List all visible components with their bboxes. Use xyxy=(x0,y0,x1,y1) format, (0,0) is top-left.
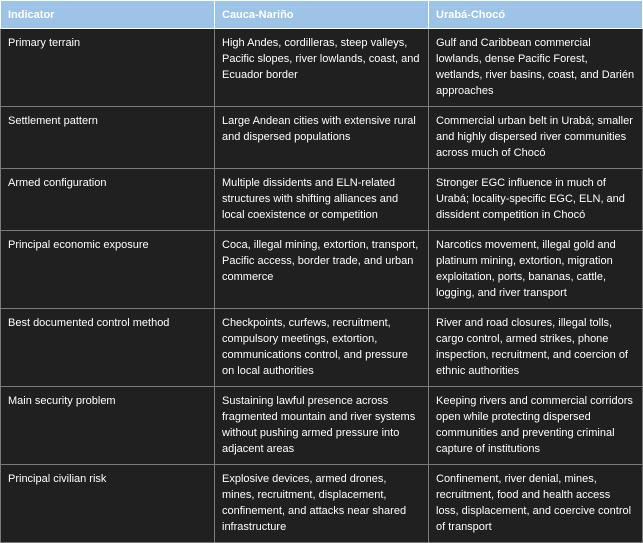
row-cauca-narino: Checkpoints, curfews, recruitment, compulsory meetings, extortion, communications control, and pressure on local authorities xyxy=(215,309,429,387)
row-uraba-choco: River and road closures, illegal tolls, cargo control, armed strikes, phone inspection, recruitment, and coercion of ethnic authorities xyxy=(429,309,643,387)
row-uraba-choco: Gulf and Caribbean commercial lowlands, dense Pacific Forest, wetlands, river basins, coast, and Darién approaches xyxy=(429,29,643,107)
table-row xyxy=(1,107,643,169)
row-cauca-narino: Large Andean cities with extensive rural and dispersed populations xyxy=(215,107,429,169)
header-cauca-narino: Cauca-Nariño xyxy=(215,1,429,29)
header-indicator: Indicator xyxy=(1,1,215,29)
table-row xyxy=(1,169,643,231)
table-header-row xyxy=(1,1,643,29)
table-row xyxy=(1,387,643,465)
row-uraba-choco: Commercial urban belt in Urabá; smaller and highly dispersed river communities across much of Chocó xyxy=(429,107,643,169)
row-uraba-choco: Narcotics movement, illegal gold and platinum mining, extortion, migration exploitation, ports, bananas, cattle, logging, and river transport xyxy=(429,231,643,309)
row-cauca-narino: High Andes, cordilleras, steep valleys, Pacific slopes, river lowlands, coast, and Ecuador border xyxy=(215,29,429,107)
row-indicator: Armed configuration xyxy=(1,169,215,231)
row-indicator: Settlement pattern xyxy=(1,107,215,169)
row-indicator: Best documented control method xyxy=(1,309,215,387)
header-uraba-choco: Urabá-Chocó xyxy=(429,1,643,29)
row-indicator: Main security problem xyxy=(1,387,215,465)
table-row xyxy=(1,29,643,107)
table-row xyxy=(1,231,643,309)
row-uraba-choco: Confinement, river denial, mines, recruitment, food and health access loss, displacement, and coercive control of transport xyxy=(429,465,643,543)
row-cauca-narino: Multiple dissidents and ELN-related structures with shifting alliances and local coexistence or competition xyxy=(215,169,429,231)
row-cauca-narino: Explosive devices, armed drones, mines, recruitment, displacement, confinement, and attacks near shared infrastructure xyxy=(215,465,429,543)
table-row xyxy=(1,309,643,387)
table-row xyxy=(1,465,643,543)
row-uraba-choco: Keeping rivers and commercial corridors open while protecting dispersed communities and preventing criminal capture of institutions xyxy=(429,387,643,465)
row-cauca-narino: Sustaining lawful presence across fragmented mountain and river systems without pushing armed pressure into adjacent areas xyxy=(215,387,429,465)
row-cauca-narino: Coca, illegal mining, extortion, transport, Pacific access, border trade, and urban commerce xyxy=(215,231,429,309)
row-indicator: Principal economic exposure xyxy=(1,231,215,309)
row-indicator: Principal civilian risk xyxy=(1,465,215,543)
row-indicator: Primary terrain xyxy=(1,29,215,107)
row-uraba-choco: Stronger EGC influence in much of Urabá; locality-specific EGC, ELN, and dissident competition in Chocó xyxy=(429,169,643,231)
